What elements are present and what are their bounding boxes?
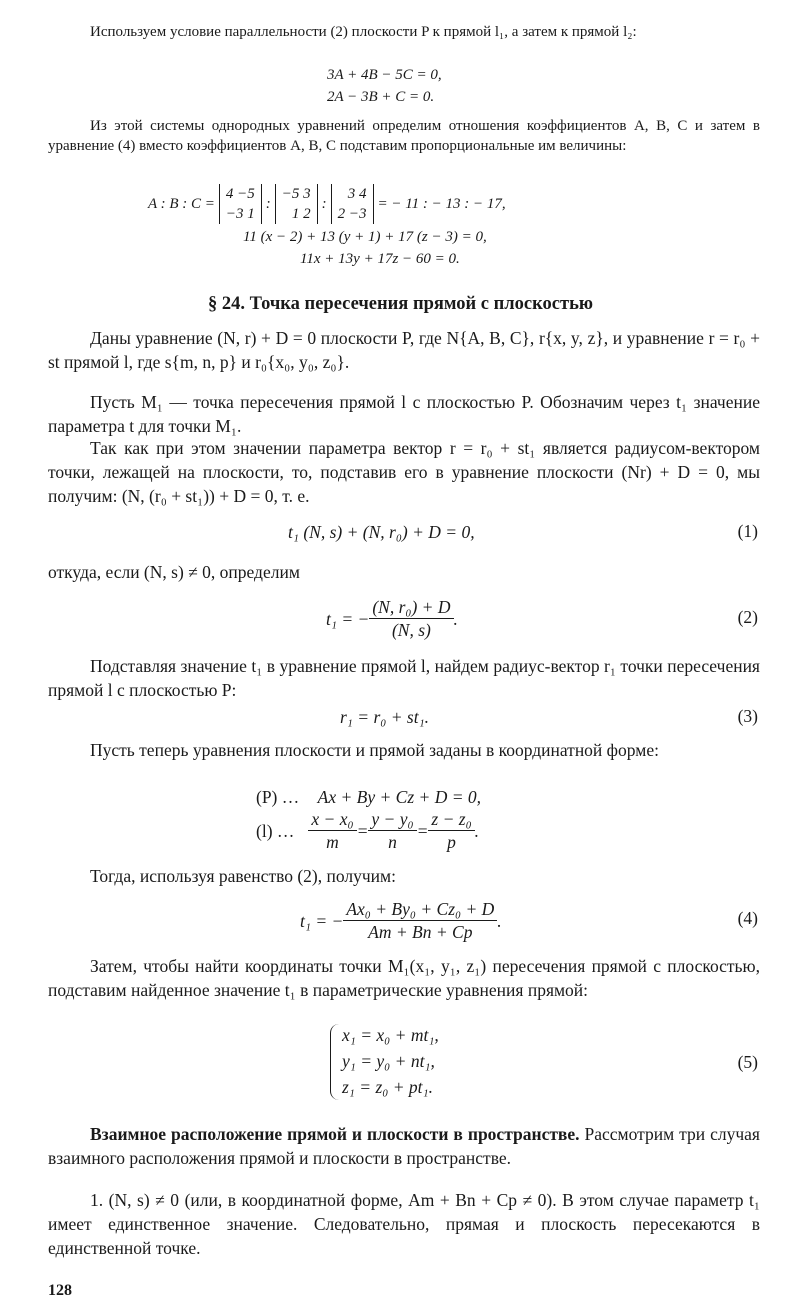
equation-3-number: (3) — [737, 706, 758, 726]
equation-4-fraction: $\frac{\text{Ax₀ + By₀ + Cz₀ + D}}{Am + Bn + Cp}$ — [343, 898, 497, 943]
equation-4-number: (4) — [737, 908, 758, 928]
equation-2: t₁ = − $\frac{\text{(N, r₀) + D}}{(N, s)}$ . — [326, 597, 458, 640]
equation-2-fraction: $\frac{\text{(N, r₀) + D}}{(N, s)}$ — [369, 596, 453, 641]
paragraph-2: Пусть M₁ — точка пересечения прямой l с плоскостью P. Обозначим через t₁ значение параметра t для точки M₁. — [48, 392, 760, 436]
equation-2-number: (2) — [737, 607, 758, 627]
paragraph-9: Взаимное расположение прямой и плоскости в пространстве. Рассмотрим три случая взаимного расположения прямой и плоскости в пространстве. — [48, 1124, 760, 1168]
equation-1: t₁ (N, s) + (N, r₀) + D = 0, — [288, 522, 475, 542]
determinant-3: 3 4 2 −3 — [331, 184, 374, 224]
paragraph-9-heading: Взаимное расположение прямой и плоскости в пространстве. — [90, 1124, 580, 1144]
equation-4: t₁ = − $\frac{\text{Ax₀ + By₀ + Cz₀ + D}}{Am + Bn + Cp}$ . — [300, 899, 502, 942]
system-text: Из этой системы однородных уравнений определим отношения коэффициентов A, B, C и затем в уравнение (4) вместо коэффициентов A, B, C подставим пропорциональные им величины: — [48, 118, 760, 154]
plane-equation: (P) … Ax + By + Cz + D = 0, — [256, 787, 482, 807]
equation-5-line-1: x₁ = x₀ + mt₁, — [342, 1025, 439, 1045]
intro-equation-1: 3A + 4B − 5C = 0, — [327, 67, 442, 83]
paragraph-3: Так как при этом значении параметра вектор r = r₀ + st₁ является радиусом-вектором точки, лежащей на плоскости, то, подставив его в уравнение плоскости (Nr) + D = 0, мы получим: (N, (r₀ + st₁)) + D = 0, т. е. — [48, 438, 760, 506]
intro-text: Используем условие параллельности (2) плоскости P к прямой l₁, а затем к прямой l₂: — [90, 24, 637, 40]
section-title: § 24. Точка пересечения прямой с плоскостью — [207, 294, 594, 314]
equation-1-number: (1) — [737, 521, 758, 541]
ratio-equation-a: 11 (x − 2) + 13 (y + 1) + 17 (z − 3) = 0, — [243, 229, 487, 245]
paragraph-8: Затем, чтобы найти координаты точки M₁(x₁, y₁, z₁) пересечения прямой с плоскостью, подставим найденное значение t₁ в параметрические уравнения прямой: — [48, 956, 760, 1000]
ratio-equation-b: 11x + 13y + 17z − 60 = 0. — [300, 251, 460, 267]
ratio-lhs: A : B : C = — [148, 196, 215, 212]
ratio-rhs: = − 11 : − 13 : − 17, — [377, 196, 506, 212]
line-equation: (l) … $\frac{\text{x − x₀}}{m}$ = $\frac{\text{y − y₀}}{n}$ = $\frac{\text{z − z₀}}{p}$ . — [256, 809, 480, 852]
equation-3: r₁ = r₀ + st₁. — [340, 707, 430, 727]
intro-equation-2: 2A − 3B + C = 0. — [327, 89, 435, 105]
paragraph-5: Подставляя значение t₁ в уравнение прямой l, найдем радиус-вектор r₁ точки пересечения прямой l с плоскостью P: — [48, 656, 760, 700]
paragraph-10: 1. (N, s) ≠ 0 (или, в координатной форме, Am + Bn + Cp ≠ 0). В этом случае параметр t₁ имеет единственное значение. Следовательно, прямая и плоскость пересекаются в единственной точке. — [48, 1190, 760, 1258]
equation-5-line-3: z₁ = z₀ + pt₁. — [342, 1077, 433, 1097]
equation-5-line-2: y₁ = y₀ + nt₁, — [342, 1051, 435, 1071]
ratio-equation: A : B : C = 4 −5 −3 1 : −5 3 1 2 : 3 4 2 −3 = − 11 : − 13 : − 17, — [148, 186, 506, 222]
paragraph-6: Пусть теперь уравнения плоскости и прямой заданы в координатной форме: — [90, 740, 659, 760]
equation-5-number: (5) — [737, 1052, 758, 1072]
system-brace — [330, 1024, 339, 1100]
page-number: 128 — [48, 1282, 72, 1299]
paragraph-4: откуда, если (N, s) ≠ 0, определим — [48, 562, 300, 582]
paragraph-7: Тогда, используя равенство (2), получим: — [90, 866, 396, 886]
determinant-1: 4 −5 −3 1 — [219, 184, 262, 224]
paragraph-1: Даны уравнение (N, r) + D = 0 плоскости P, где N{A, B, C}, r{x, y, z}, и уравнение r = r₀ + st прямой l, где s{m, n, p} и r₀{x₀, y₀, z₀}. — [48, 328, 760, 372]
determinant-2: −5 3 1 2 — [275, 184, 318, 224]
